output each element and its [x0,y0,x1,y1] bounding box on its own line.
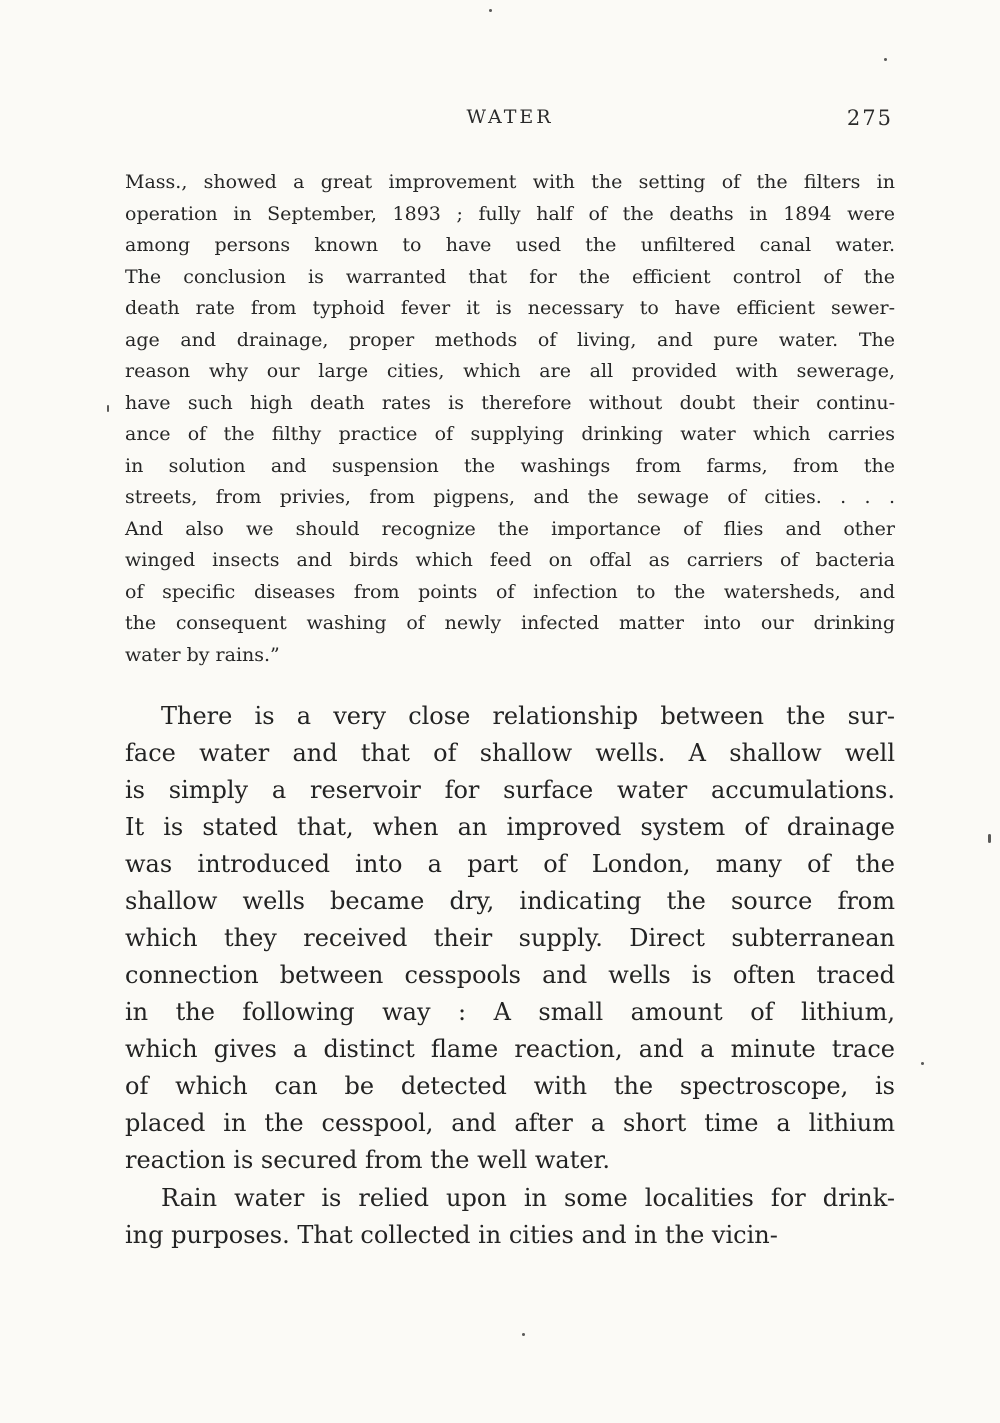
text-line: The conclusion is warranted that for the efficient control of the [125,265,895,288]
text-line: which they received their supply. Direct subterranean [125,924,895,952]
scan-speck [988,834,991,843]
text-line: the consequent washing of newly infected matter into our drinking [125,612,895,634]
scan-speck [489,9,492,12]
text-line: among persons known to have used the unfiltered canal water. [125,234,895,256]
scan-speck [884,58,887,61]
running-title: WATER [466,106,554,128]
text-line: placed in the cesspool, and after a short time a lithium [125,1109,895,1137]
text-line: It is stated that, when an improved system of drainage [125,813,895,841]
text-line: death rate from typhoid fever it is necessary to have efficient sewer- [125,297,895,319]
text-line: water by rains.” [125,643,280,666]
text-line: which gives a distinct flame reaction, and a minute trace [125,1035,895,1063]
text-line: And also we should recognize the importance of flies and other [125,517,895,540]
text-line: operation in September, 1893 ; fully half of the deaths in 1894 were [125,202,895,225]
text-line: ing purposes. That collected in cities and in the vicin- [125,1221,778,1249]
page-header [125,106,895,134]
text-line: Mass., showed a great improvement with the setting of the filters in [125,171,895,193]
text-line: There is a very close relationship between the sur- [161,702,895,730]
scan-speck [921,1062,924,1065]
text-line: connection between cesspools and wells is often traced [125,961,895,989]
text-line: age and drainage, proper methods of living, and pure water. The [125,328,895,351]
text-line: streets, from privies, from pigpens, and the sewage of cities. . . . [125,486,895,508]
scan-speck [522,1333,525,1336]
body-paragraph-2 [125,1180,895,1254]
text-line: of which can be detected with the spectroscope, is [125,1072,895,1100]
text-line: have such high death rates is therefore without doubt their continu- [125,391,895,414]
text-line: was introduced into a part of London, many of the [125,850,895,878]
page-number: 275 [846,106,893,130]
text-line: winged insects and birds which feed on offal as carriers of bacteria [125,549,895,571]
text-line: reaction is secured from the well water. [125,1146,611,1174]
scan-speck [107,405,109,412]
blockquote-excerpt [125,167,895,671]
text-line: of specific diseases from points of infection to the watersheds, and [125,580,895,603]
body-paragraph-1 [125,698,895,1179]
text-line: is simply a reservoir for surface water accumulations. [125,776,895,804]
text-line: Rain water is relied upon in some localities for drink- [161,1184,895,1212]
text-line: reason why our large cities, which are all provided with sewerage, [125,360,895,382]
text-line: ance of the filthy practice of supplying drinking water which carries [125,423,895,445]
text-line: face water and that of shallow wells. A shallow well [125,739,895,767]
text-line: in solution and suspension the washings from farms, from the [125,454,895,477]
text-line: shallow wells became dry, indicating the source from [125,887,895,915]
text-line: in the following way : A small amount of lithium, [125,998,895,1026]
